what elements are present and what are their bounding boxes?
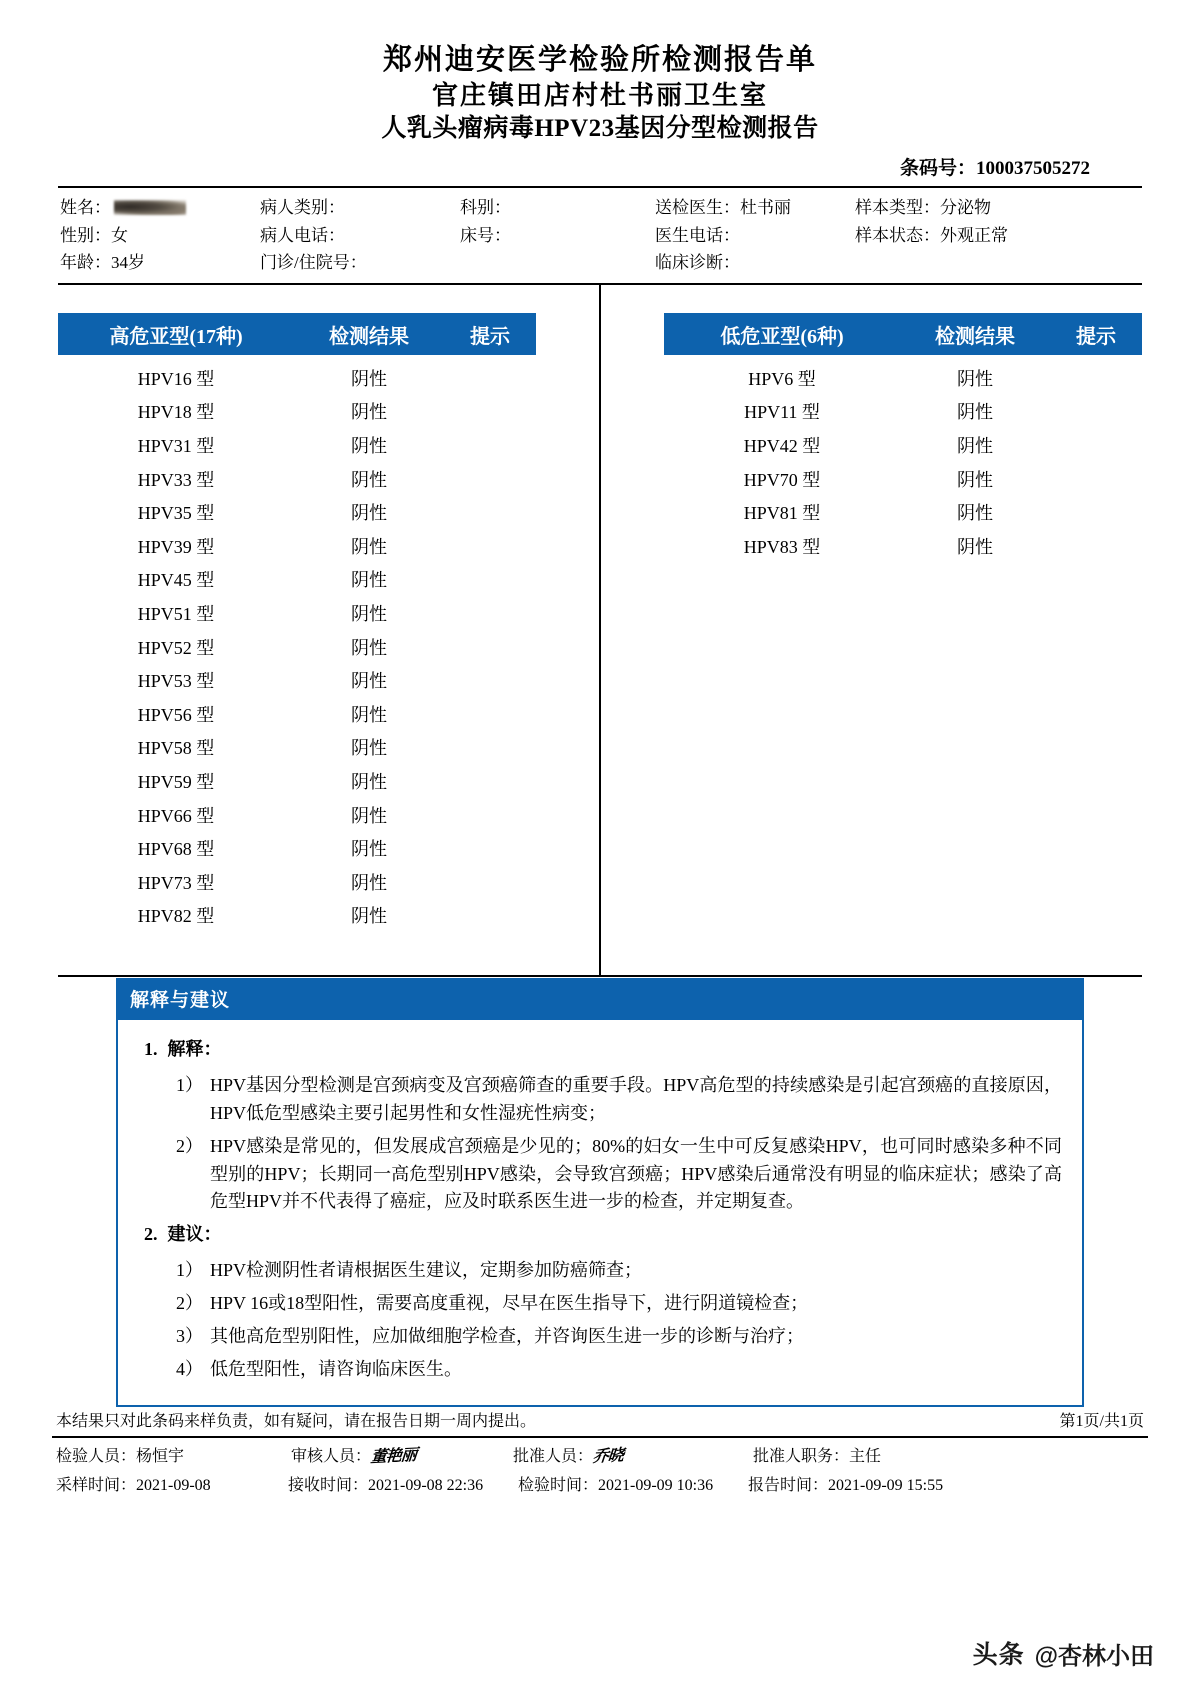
list-item-text: HPV基因分型检测是宫颈病变及宫颈癌筛查的重要手段。HPV高危型的持续感染是引起宫颈癌的直接原因，HPV低危型感染主要引起男性和女性湿疣性病变； bbox=[210, 1074, 1062, 1123]
hpv-result-cell: 阴性 bbox=[351, 872, 387, 893]
hpv-type-cell: HPV53 型 bbox=[137, 671, 215, 692]
hpv-type-cell: HPV58 型 bbox=[137, 738, 215, 759]
sending-doctor-field bbox=[655, 194, 855, 222]
table-row bbox=[58, 428, 536, 462]
list-item-text: HPV检测阴性者请根据医生建议，定期参加防癌筛查； bbox=[210, 1260, 643, 1281]
list-item-text: HPV感染是常见的，但发展成宫颈癌是少见的；80%的妇女一生中可反复感染HPV，也可同时感染多种不同型别的HPV；长期同一高危型别HPV感染，会导致宫颈癌；HPV感染后通常没有明显的临床症状；感染了高危型HPV并不代表得了癌症，应及时联系医生进一步的检查，并定期复查。 bbox=[210, 1135, 1062, 1212]
advice-section-num: 2. bbox=[144, 1224, 158, 1245]
hpv-result-cell: 阴性 bbox=[351, 637, 387, 658]
receive-time-value: 2021-09-08 22:36 bbox=[368, 1477, 484, 1494]
hpv-result-cell: 阴性 bbox=[957, 435, 993, 456]
hpv-type-cell: HPV45 型 bbox=[137, 570, 215, 591]
high-risk-table bbox=[58, 313, 536, 932]
sending-doctor-label: 送检医生： bbox=[655, 198, 740, 218]
patient-name-field bbox=[58, 194, 260, 222]
hpv-result-cell: 阴性 bbox=[351, 570, 387, 591]
low-risk-col-hint: 提示 bbox=[1076, 325, 1116, 348]
vertical-divider bbox=[599, 285, 601, 975]
age-field bbox=[58, 249, 260, 277]
hpv-result-cell: 阴性 bbox=[351, 469, 387, 490]
table-row bbox=[664, 529, 1142, 563]
spacer-cell bbox=[460, 249, 655, 277]
approver-label: 批准人员： bbox=[513, 1448, 594, 1465]
hpv-type-cell: HPV83 型 bbox=[743, 536, 821, 557]
footer-signature-row bbox=[52, 1438, 1148, 1468]
patient-name-label: 姓名： bbox=[60, 198, 111, 218]
page-info: 第1页/共1页 bbox=[1059, 1413, 1144, 1430]
table-row bbox=[664, 395, 1142, 429]
toutiao-logo: 头条 bbox=[972, 1641, 1025, 1669]
table-row bbox=[58, 596, 536, 630]
patient-phone-label: 病人电话： bbox=[260, 225, 345, 245]
interpretation-body bbox=[116, 1020, 1084, 1407]
reviewer-label: 审核人员： bbox=[291, 1448, 372, 1465]
hpv-type-cell: HPV11 型 bbox=[744, 402, 820, 423]
advice-items bbox=[138, 1257, 1062, 1384]
hpv-result-cell: 阴性 bbox=[957, 469, 993, 490]
barcode-label: 条码号： bbox=[899, 158, 976, 180]
explanation-section-label: 解释： bbox=[167, 1039, 222, 1059]
list-item bbox=[138, 1290, 1062, 1318]
hpv-type-cell: HPV52 型 bbox=[137, 637, 215, 658]
sampling-time-field bbox=[56, 1472, 288, 1495]
receive-time-label: 接收时间： bbox=[288, 1477, 369, 1494]
low-risk-table-header bbox=[664, 313, 1142, 355]
hpv-result-cell: 阴性 bbox=[351, 603, 387, 624]
visit-no-label: 门诊/住院号： bbox=[260, 253, 367, 273]
barcode-row bbox=[0, 153, 1200, 180]
hpv-type-cell: HPV6 型 bbox=[748, 368, 816, 389]
list-item bbox=[138, 1356, 1062, 1384]
hpv-type-cell: HPV66 型 bbox=[137, 805, 215, 826]
patient-phone-field bbox=[260, 222, 460, 250]
patient-info-row-1 bbox=[58, 194, 1142, 222]
low-risk-rows bbox=[664, 355, 1142, 563]
bed-no-field bbox=[460, 222, 655, 250]
explanation-items bbox=[138, 1072, 1062, 1216]
table-row bbox=[58, 731, 536, 765]
hpv-result-cell: 阴性 bbox=[351, 536, 387, 557]
table-row bbox=[664, 428, 1142, 462]
list-item-marker: 1） bbox=[176, 1260, 203, 1281]
gender-label: 性别： bbox=[60, 225, 111, 245]
advice-section-label: 建议： bbox=[167, 1224, 222, 1245]
report-header bbox=[0, 0, 1200, 145]
hpv-result-cell: 阴性 bbox=[351, 805, 387, 826]
approver-title-label: 批准人职务： bbox=[753, 1448, 850, 1465]
interpretation-heading: 解释与建议 bbox=[116, 978, 1084, 1020]
list-item-marker: 3） bbox=[176, 1326, 203, 1347]
bed-no-label: 床号： bbox=[460, 225, 511, 245]
table-row bbox=[664, 462, 1142, 496]
table-row bbox=[58, 361, 536, 395]
report-time-field bbox=[748, 1472, 1008, 1495]
page-title: 郑州迪安医学检验所检测报告单 bbox=[382, 44, 817, 76]
watermark bbox=[973, 1635, 1154, 1671]
sampling-time-label: 采样时间： bbox=[56, 1477, 137, 1494]
hpv-result-cell: 阴性 bbox=[957, 402, 993, 423]
report-time-label: 报告时间： bbox=[748, 1477, 829, 1494]
hpv-result-cell: 阴性 bbox=[351, 671, 387, 692]
list-item-marker: 2） bbox=[176, 1135, 203, 1156]
patient-type-field bbox=[260, 194, 460, 222]
sample-status-field bbox=[855, 222, 1055, 250]
interpretation-section bbox=[58, 978, 1142, 1407]
hpv-type-cell: HPV16 型 bbox=[137, 368, 215, 389]
doctor-phone-field bbox=[655, 222, 855, 250]
high-risk-col-result: 检测结果 bbox=[329, 325, 409, 348]
approver-signature: 乔晓 bbox=[592, 1447, 624, 1466]
hpv-result-cell: 阴性 bbox=[957, 536, 993, 557]
list-item bbox=[138, 1072, 1062, 1128]
hpv-type-cell: HPV82 型 bbox=[137, 906, 215, 927]
sample-status-value: 外观正常 bbox=[940, 225, 1008, 245]
hpv-type-cell: HPV35 型 bbox=[137, 503, 215, 524]
footer-times-row bbox=[52, 1468, 1148, 1495]
reviewer-field bbox=[291, 1443, 513, 1466]
horizontal-divider bbox=[58, 975, 1142, 977]
hpv-result-cell: 阴性 bbox=[957, 503, 993, 524]
hpv-type-cell: HPV73 型 bbox=[137, 872, 215, 893]
footer-note-row bbox=[52, 1408, 1148, 1436]
age-label: 年龄： bbox=[60, 253, 111, 273]
patient-type-label: 病人类别： bbox=[260, 198, 345, 218]
department-label: 科别： bbox=[460, 198, 511, 218]
report-time-value: 2021-09-09 15:55 bbox=[828, 1477, 944, 1494]
hpv-result-cell: 阴性 bbox=[351, 771, 387, 792]
hpv-type-cell: HPV81 型 bbox=[743, 503, 821, 524]
hpv-result-cell: 阴性 bbox=[351, 368, 387, 389]
approver-title-value: 主任 bbox=[849, 1448, 882, 1465]
tester-value: 杨恒宇 bbox=[136, 1448, 185, 1465]
clinical-diagnosis-label: 临床诊断： bbox=[655, 253, 740, 273]
table-row bbox=[58, 899, 536, 933]
department-field bbox=[460, 194, 655, 222]
high-risk-col-hint: 提示 bbox=[470, 325, 510, 348]
sample-type-label: 样本类型： bbox=[855, 198, 940, 218]
disclaimer-text: 本结果只对此条码来样负责，如有疑问，请在报告日期一周内提出。 bbox=[56, 1413, 537, 1430]
list-item bbox=[138, 1257, 1062, 1285]
results-area bbox=[58, 285, 1142, 975]
visit-no-field bbox=[260, 249, 460, 277]
redacted-name-mark bbox=[114, 200, 186, 215]
patient-info-row-3 bbox=[58, 249, 1142, 277]
spacer-cell-2 bbox=[855, 249, 1055, 277]
test-time-label: 检验时间： bbox=[518, 1477, 599, 1494]
reviewer-signature: 董艳丽 bbox=[369, 1446, 417, 1467]
report-footer bbox=[52, 1408, 1148, 1495]
table-row bbox=[58, 529, 536, 563]
approver-field bbox=[513, 1443, 753, 1466]
table-row bbox=[664, 495, 1142, 529]
list-item bbox=[138, 1323, 1062, 1351]
low-risk-col-type: 低危亚型(6种) bbox=[720, 325, 844, 348]
explanation-section-title bbox=[144, 1036, 1062, 1064]
hpv-result-cell: 阴性 bbox=[351, 906, 387, 927]
test-time-value: 2021-09-09 10:36 bbox=[598, 1477, 714, 1494]
sending-doctor-value: 杜书丽 bbox=[740, 198, 791, 218]
list-item-text: 其他高危型别阳性，应加做细胞学检查，并咨询医生进一步的诊断与治疗； bbox=[210, 1326, 804, 1347]
tester-label: 检验人员： bbox=[56, 1448, 137, 1465]
explanation-section-num: 1. bbox=[144, 1039, 158, 1059]
hpv-type-cell: HPV18 型 bbox=[137, 402, 215, 423]
hpv-type-cell: HPV39 型 bbox=[137, 536, 215, 557]
list-item-marker: 2） bbox=[176, 1293, 203, 1314]
doctor-phone-label: 医生电话： bbox=[655, 225, 740, 245]
hpv-type-cell: HPV31 型 bbox=[137, 435, 215, 456]
advice-section-title bbox=[144, 1221, 1062, 1249]
table-row bbox=[58, 831, 536, 865]
hpv-type-cell: HPV70 型 bbox=[743, 469, 821, 490]
low-risk-col-result: 检测结果 bbox=[935, 325, 1015, 348]
hpv-type-cell: HPV51 型 bbox=[137, 603, 215, 624]
sample-type-value: 分泌物 bbox=[940, 198, 991, 218]
tester-field bbox=[56, 1443, 291, 1466]
table-row bbox=[58, 697, 536, 731]
hpv-type-cell: HPV33 型 bbox=[137, 469, 215, 490]
table-row bbox=[58, 563, 536, 597]
receive-time-field bbox=[288, 1472, 518, 1495]
hpv-type-cell: HPV42 型 bbox=[743, 435, 821, 456]
list-item-marker: 4） bbox=[176, 1358, 203, 1379]
hpv-result-cell: 阴性 bbox=[351, 839, 387, 860]
table-row bbox=[58, 495, 536, 529]
clinical-diagnosis-field bbox=[655, 249, 855, 277]
hpv-result-cell: 阴性 bbox=[351, 704, 387, 725]
report-type-title: 人乳头瘤病毒HPV23基因分型检测报告 bbox=[381, 114, 819, 142]
watermark-handle: @杏林小田 bbox=[1034, 1642, 1154, 1670]
table-row bbox=[58, 462, 536, 496]
table-row bbox=[58, 663, 536, 697]
high-risk-table-header bbox=[58, 313, 536, 355]
table-row bbox=[58, 395, 536, 429]
low-risk-table bbox=[664, 313, 1142, 563]
table-row bbox=[58, 798, 536, 832]
hpv-type-cell: HPV56 型 bbox=[137, 704, 215, 725]
high-risk-rows bbox=[58, 355, 536, 932]
list-item bbox=[138, 1133, 1062, 1217]
list-item-text: 低危型阳性，请咨询临床医生。 bbox=[210, 1358, 462, 1379]
sample-type-field bbox=[855, 194, 1055, 222]
hpv-result-cell: 阴性 bbox=[351, 435, 387, 456]
hpv-result-cell: 阴性 bbox=[351, 738, 387, 759]
sample-status-label: 样本状态： bbox=[855, 225, 940, 245]
age-value: 34岁 bbox=[111, 253, 145, 273]
gender-field bbox=[58, 222, 260, 250]
sampling-time-value: 2021-09-08 bbox=[136, 1477, 211, 1494]
table-row bbox=[58, 764, 536, 798]
list-item-marker: 1） bbox=[176, 1074, 203, 1095]
patient-info-block bbox=[58, 186, 1142, 285]
hpv-result-cell: 阴性 bbox=[351, 402, 387, 423]
patient-info-row-2 bbox=[58, 222, 1142, 250]
hpv-result-cell: 阴性 bbox=[957, 368, 993, 389]
clinic-name: 官庄镇田店村杜书丽卫生室 bbox=[431, 81, 768, 111]
gender-value: 女 bbox=[111, 225, 128, 245]
hpv-type-cell: HPV68 型 bbox=[137, 839, 215, 860]
hpv-type-cell: HPV59 型 bbox=[137, 771, 215, 792]
high-risk-col-type: 高危亚型(17种) bbox=[109, 325, 243, 348]
test-time-field bbox=[518, 1472, 748, 1495]
table-row bbox=[58, 865, 536, 899]
table-row bbox=[58, 630, 536, 664]
list-item-text: HPV 16或18型阳性，需要高度重视，尽早在医生指导下，进行阴道镜检查； bbox=[210, 1293, 809, 1314]
approver-title-field bbox=[753, 1443, 993, 1466]
table-row bbox=[664, 361, 1142, 395]
barcode-value: 100037505272 bbox=[976, 158, 1090, 180]
hpv-result-cell: 阴性 bbox=[351, 503, 387, 524]
